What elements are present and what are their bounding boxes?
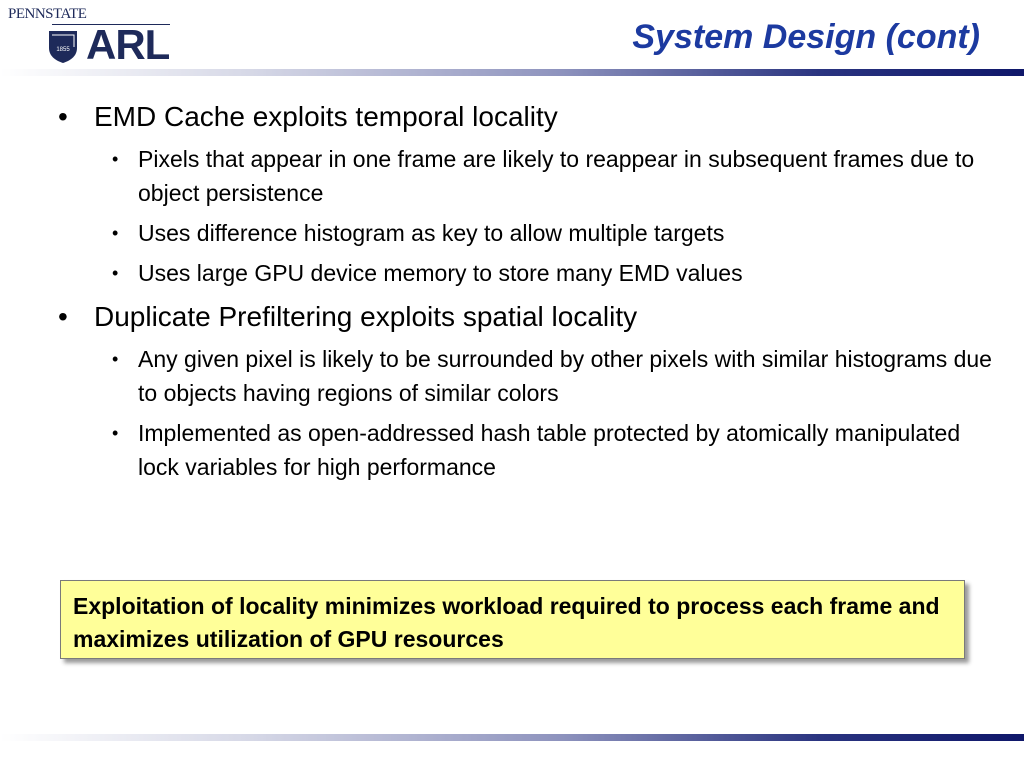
bullet-level2	[58, 216, 998, 250]
bullet-level1	[58, 300, 998, 334]
header-gradient-bar	[0, 69, 1024, 76]
bullet-icon: •	[112, 149, 119, 169]
shield-year: 1855	[56, 47, 70, 53]
callout-box: Exploitation of locality minimizes workload required to process each frame and maximizes utilization of GPU resources	[60, 580, 965, 659]
bullet-text: Implemented as open-addressed hash table protected by atomically manipulated lock variables for high performance	[138, 420, 961, 480]
slide-title: System Design (cont)	[632, 18, 980, 56]
bullet-text: EMD Cache exploits temporal locality	[94, 101, 558, 132]
bullet-text: Duplicate Prefiltering exploits spatial locality	[94, 301, 638, 332]
arl-wordmark: ARL	[86, 21, 170, 68]
bullet-level2	[58, 342, 998, 410]
bullet-text: Any given pixel is likely to be surrounded by other pixels with similar histograms due to objects having regions of similar colors	[138, 346, 992, 406]
footer-gradient-bar	[0, 734, 1024, 741]
bullet-group-temporal	[58, 100, 998, 290]
pennstate-arl-logo	[8, 6, 174, 68]
bullet-icon: •	[112, 423, 119, 443]
shield-icon	[48, 30, 78, 64]
pennstate-wordmark: PENNSTATE	[8, 6, 87, 22]
bullet-level2	[58, 142, 998, 210]
bullet-text: Pixels that appear in one frame are likely to reappear in subsequent frames due to object persistence	[138, 146, 975, 206]
bullet-text: Uses difference histogram as key to allow multiple targets	[138, 220, 725, 246]
bullet-level1	[58, 100, 998, 134]
bullet-icon: •	[112, 263, 119, 283]
bullet-level2	[58, 416, 998, 484]
bullet-icon: •	[112, 223, 119, 243]
bullet-text: Uses large GPU device memory to store many EMD values	[138, 260, 743, 286]
bullet-level2	[58, 256, 998, 290]
bullet-icon: •	[58, 101, 68, 132]
slide-content	[58, 100, 998, 494]
bullet-group-spatial	[58, 300, 998, 484]
bullet-icon: •	[58, 301, 68, 332]
bullet-icon: •	[112, 349, 119, 369]
